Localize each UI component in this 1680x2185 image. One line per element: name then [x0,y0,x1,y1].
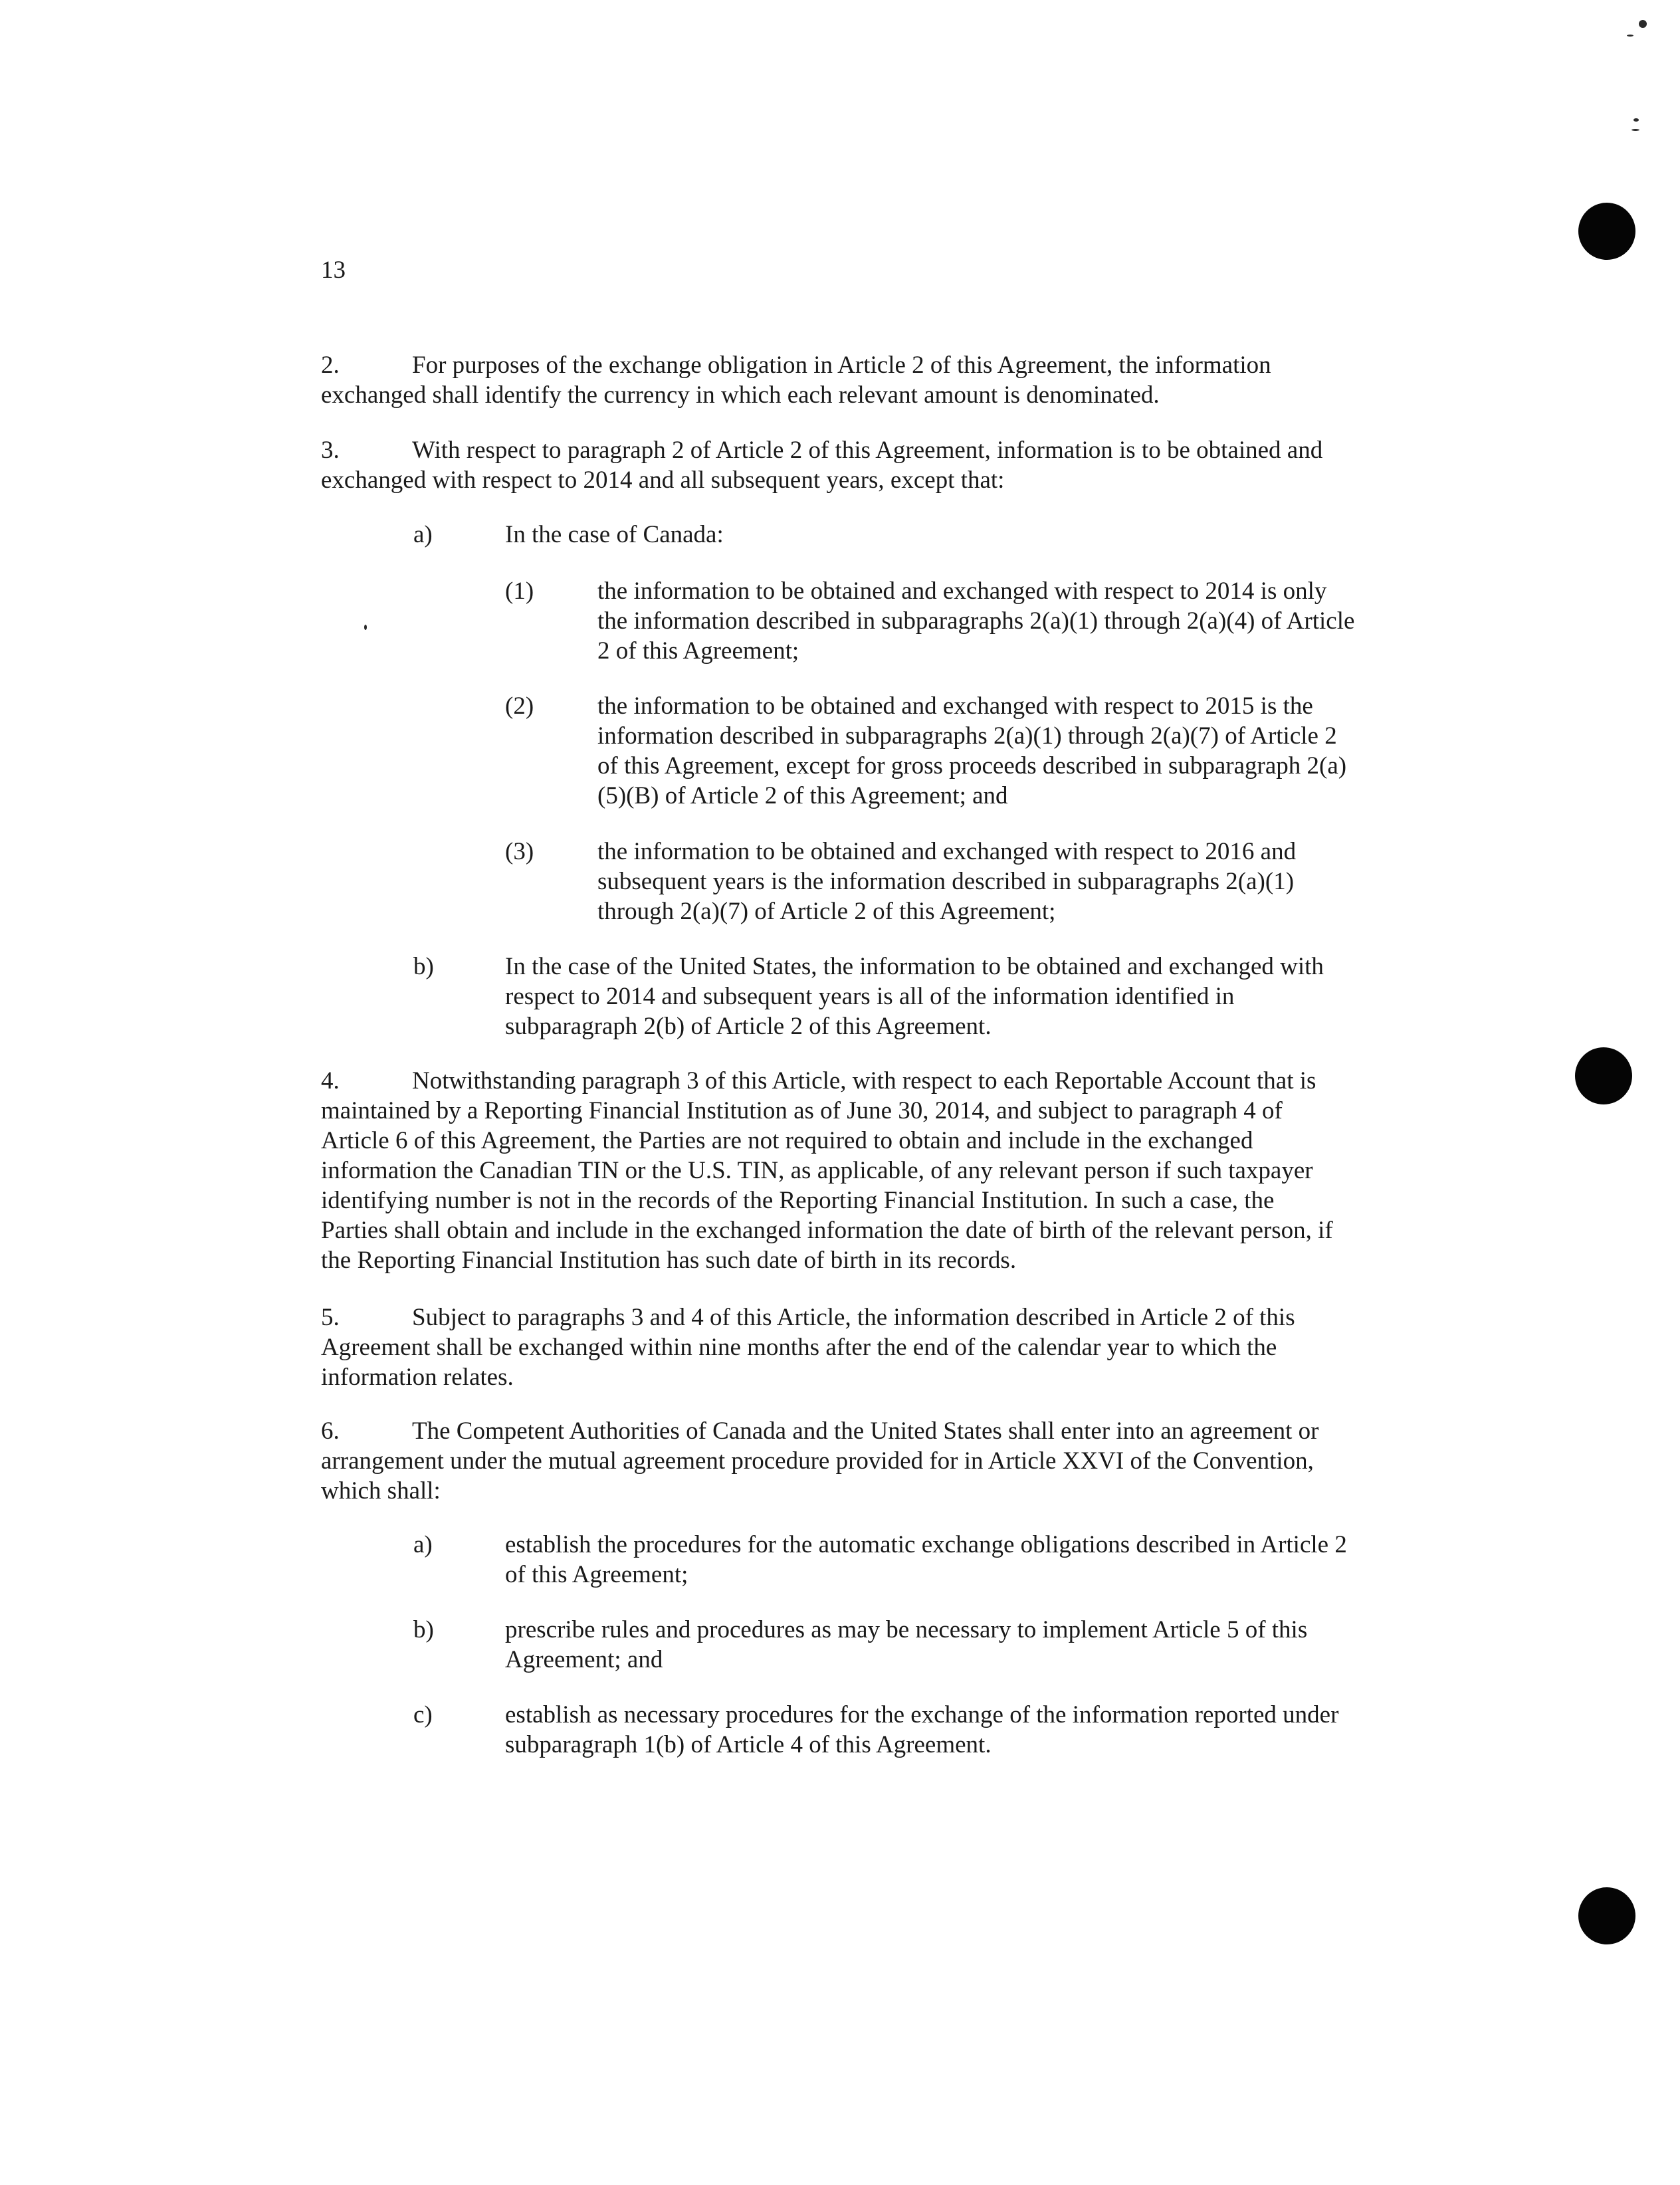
subitem-text: the information to be obtained and exchanged with respect to 2014 is only the information described in subparagraphs 2(a)(1) through 2(a)(4) of Article 2 of this Agreement; [597,577,1355,665]
punch-hole-middle [1575,1047,1632,1104]
paragraph-2 [321,350,1344,410]
item-letter: c) [413,1701,433,1728]
paragraph-number: 3. [321,437,340,464]
subitem-text: the information to be obtained and exchanged with respect to 2016 and subsequent years is the information described in subparagraphs 2(a)(1) through 2(a)(7) of Article 2 of this Agreement; [597,838,1297,925]
subitem-number: (1) [505,577,534,605]
page-number: 13 [321,257,346,284]
paragraph-text: Subject to paragraphs 3 and 4 of this Article, the information described in Article 2 of this Agreement shall be exchanged within nine months after the end of the calendar year to which the information relates. [321,1304,1295,1391]
item-text: establish as necessary procedures for the exchange of the information reported under subparagraph 1(b) of Article 4 of this Agreement. [505,1701,1339,1758]
punch-hole-bottom [1578,1887,1635,1944]
item-letter: b) [413,953,434,980]
subitem-number: (2) [505,692,534,720]
paragraph-text: With respect to paragraph 2 of Article 2 of this Agreement, information is to be obtained and exchanged with respect to 2014 and all subsequent years, except that: [321,437,1323,494]
paragraph-5 [321,1302,1344,1392]
paragraph-number: 5. [321,1304,340,1331]
paragraph-text: The Competent Authorities of Canada and the United States shall enter into an agreement or arrangement under the mutual agreement procedure provided for in Article XXVI of the Convention, which shall: [321,1417,1319,1505]
item-text: prescribe rules and procedures as may be necessary to implement Article 5 of this Agreement; and [505,1616,1308,1673]
paragraph-6 [321,1416,1344,1506]
paragraph-3 [321,435,1344,495]
paragraph-number: 6. [321,1417,340,1445]
scan-speck [1639,20,1647,28]
scan-speck [1633,118,1639,122]
paragraph-number: 2. [321,352,340,379]
item-text: In the case of Canada: [505,521,724,548]
subitem-text: the information to be obtained and exchanged with respect to 2015 is the information described in subparagraphs 2(a)(1) through 2(a)(7) of Article 2 of this Agreement, except for gross proceeds described in subparagraph 2(a)(5)(B) of Article 2 of this Agreement; and [597,692,1347,809]
item-text: establish the procedures for the automatic exchange obligations described in Article 2 of this Agreement; [505,1531,1347,1588]
item-letter: a) [413,1531,433,1558]
subitem-number: (3) [505,838,534,865]
item-letter: a) [413,521,433,548]
paragraph-number: 4. [321,1067,340,1094]
paragraph-text: Notwithstanding paragraph 3 of this Article, with respect to each Reportable Account that is maintained by a Reporting Financial Institution as of June 30, 2014, and subject to paragraph 4 of Article 6 of this Agreement, the Parties are not required to obtain and include in the exchanged information the Canadian TIN or the U.S. TIN, as applicable, of any relevant person if such taxpayer identifying number is not in the records of the Reporting Financial Institution. In such a case, the Parties shall obtain and include in the exchanged information the date of birth of the relevant person, if the Reporting Financial Institution has such date of birth in its records. [321,1067,1333,1274]
paragraph-text: For purposes of the exchange obligation in Article 2 of this Agreement, the information exchanged shall identify the currency in which each relevant amount is denominated. [321,352,1271,409]
item-text: In the case of the United States, the information to be obtained and exchanged with respect to 2014 and subsequent years is all of the information identified in subparagraph 2(b) of Article 2 of this Agreement. [505,953,1324,1040]
scan-speck [1631,129,1639,131]
scan-speck [364,625,367,630]
scan-speck [1627,35,1633,37]
punch-hole-top [1578,203,1635,260]
item-letter: b) [413,1616,434,1643]
paragraph-4 [321,1066,1344,1275]
